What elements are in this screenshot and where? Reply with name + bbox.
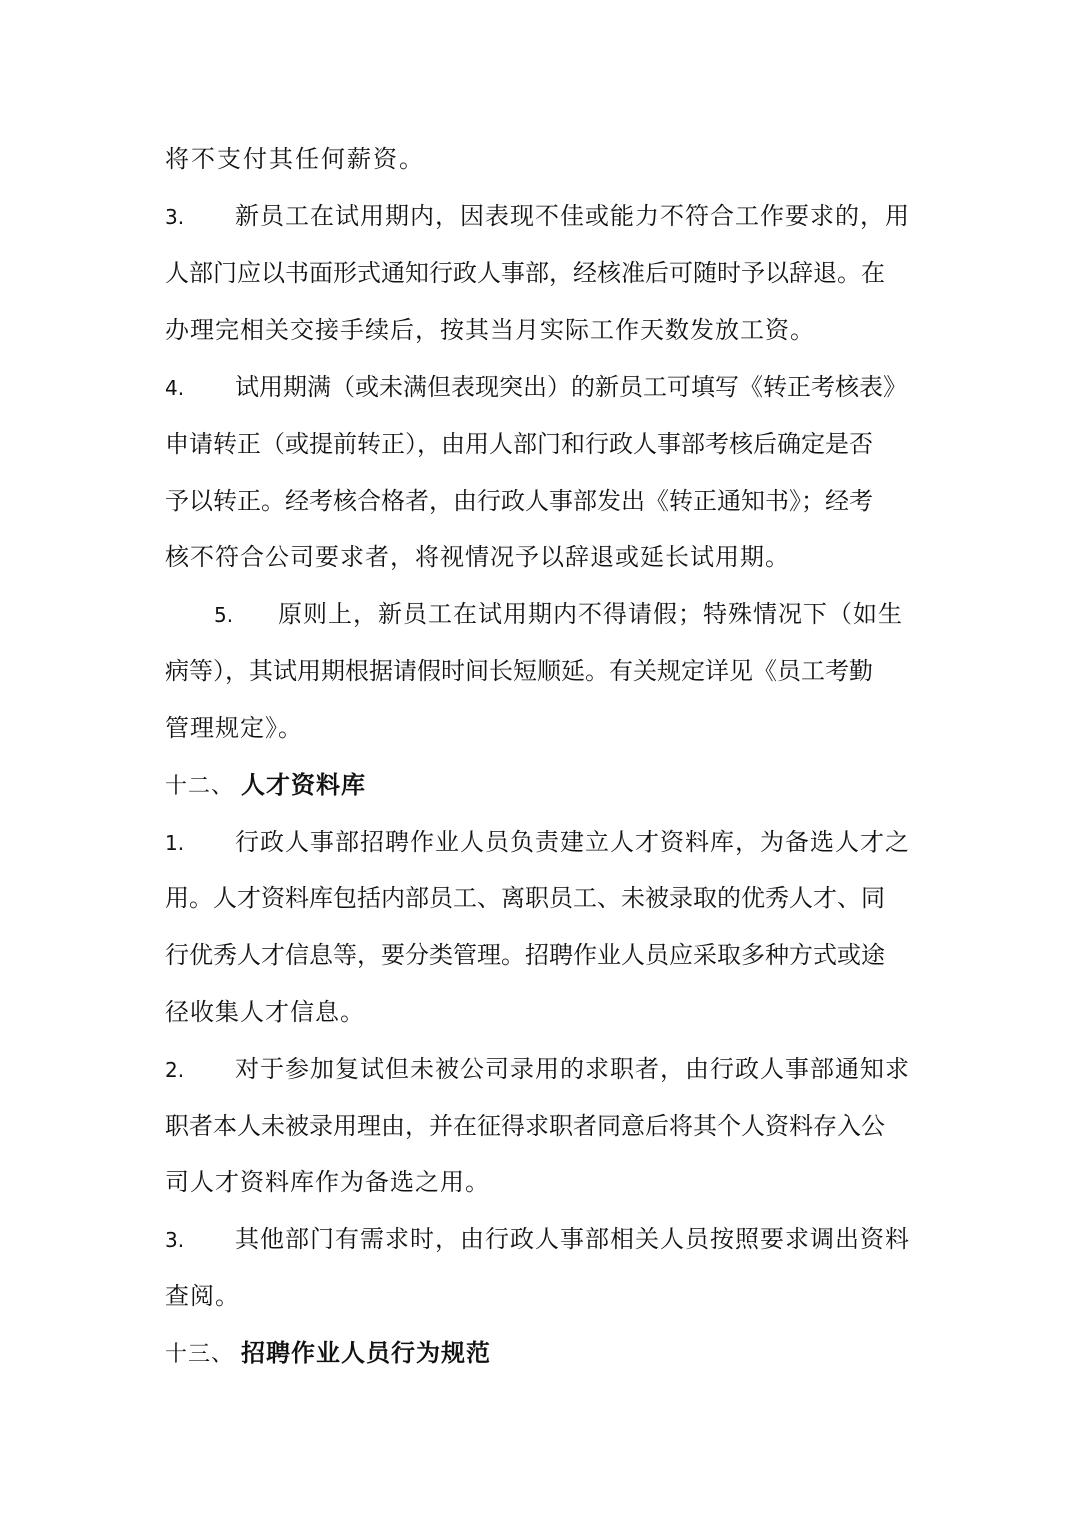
line-text: 核不符合公司要求者，将视情况予以辞退或延长试用期。 [165, 543, 790, 571]
list-item-line [214, 598, 903, 631]
line-text: 申请转正（或提前转正），由用人部门和行政人事部考核后确定是否 [165, 430, 873, 458]
list-item-line [165, 826, 910, 859]
section-number: 十三、 [165, 1342, 235, 1367]
line-text: 将不支付其任何薪资。 [165, 145, 425, 173]
line-text: 人部门应以书面形式通知行政人事部，经核准后可随时予以辞退。在 [165, 259, 885, 287]
line-text: 职者本人未被录用理由，并在征得求职者同意后将其个人资料存入公 [165, 1112, 885, 1140]
paragraph-line [165, 428, 873, 460]
item-number: 2. [165, 1058, 185, 1082]
section-heading [165, 1337, 491, 1371]
paragraph-line [165, 1166, 490, 1198]
section-number: 十二、 [165, 774, 235, 799]
paragraph-line [165, 257, 885, 289]
item-number: 5. [214, 603, 234, 627]
section-title: 人才资料库 [241, 771, 366, 799]
item-number: 3. [165, 205, 185, 229]
line-text: 其他部门有需求时，由行政人事部相关人员按照要求调出资料 [235, 1225, 910, 1253]
line-text: 行政人事部招聘作业人员负责建立人才资料库，为备选人才之 [235, 828, 910, 856]
paragraph-line [165, 882, 885, 914]
item-number: 1. [165, 831, 185, 855]
line-text: 新员工在试用期内，因表现不佳或能力不符合工作要求的，用 [235, 202, 910, 230]
paragraph-line [165, 939, 885, 971]
line-text: 管理规定》。 [165, 714, 303, 742]
line-text: 查阅。 [165, 1282, 240, 1310]
item-number: 4. [165, 376, 185, 400]
line-text: 径收集人才信息。 [165, 998, 365, 1026]
line-text: 予以转正。经考核合格者，由行政人事部发出《转正通知书》；经考 [165, 487, 873, 515]
section-heading [165, 769, 366, 803]
list-item-line [165, 1053, 910, 1086]
line-text: 司人才资料库作为备选之用。 [165, 1168, 490, 1196]
paragraph-line [165, 1110, 885, 1142]
paragraph-line [165, 996, 365, 1028]
list-item-line [165, 371, 907, 404]
line-text: 试用期满（或未满但表现突出）的新员工可填写《转正考核表》 [235, 373, 907, 401]
list-item-line [165, 200, 910, 233]
paragraph-line [165, 712, 303, 744]
paragraph-line [165, 485, 873, 517]
item-number: 3. [165, 1228, 185, 1252]
line-text: 办理完相关交接手续后，按其当月实际工作天数发放工资。 [165, 316, 815, 344]
paragraph-line [165, 143, 425, 175]
line-text: 行优秀人才信息等，要分类管理。招聘作业人员应采取多种方式或途 [165, 941, 885, 969]
line-text: 病等），其试用期根据请假时间长短顺延。有关规定详见《员工考勤 [165, 657, 873, 685]
line-text: 对于参加复试但未被公司录用的求职者，由行政人事部通知求 [235, 1055, 910, 1083]
line-text: 原则上，新员工在试用期内不得请假；特殊情况下（如生 [278, 600, 903, 628]
paragraph-line [165, 655, 873, 687]
line-text: 用。人才资料库包括内部员工、离职员工、未被录取的优秀人才、同 [165, 884, 885, 912]
paragraph-line [165, 541, 790, 573]
list-item-line [165, 1223, 910, 1256]
paragraph-line [165, 1280, 240, 1312]
section-title: 招聘作业人员行为规范 [241, 1339, 491, 1367]
paragraph-line [165, 314, 815, 346]
